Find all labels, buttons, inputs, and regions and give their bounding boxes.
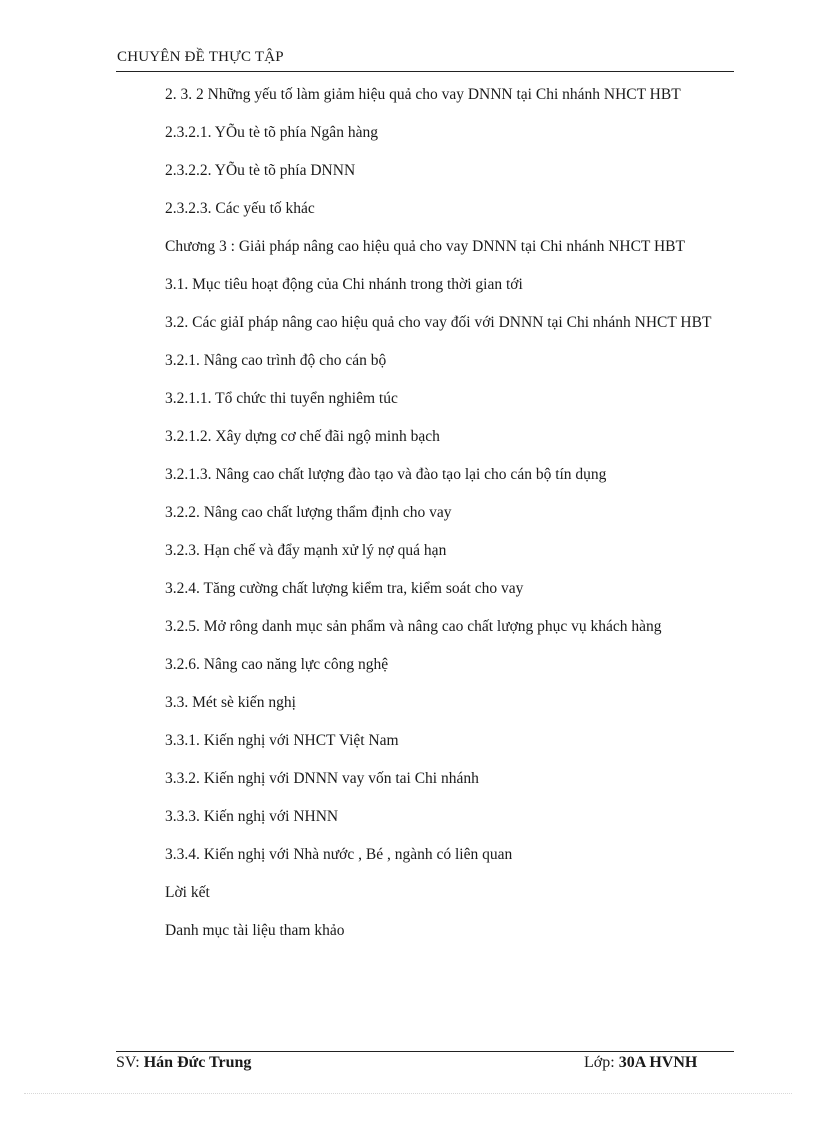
toc-entry-2-3-2-2: 2.3.2.2. YÕu tè tõ phía DNNN bbox=[165, 162, 356, 179]
page-header-title: CHUYÊN ĐỀ THỰC TẬP bbox=[117, 49, 284, 65]
toc-entry-3-2-1-3: 3.2.1.3. Nâng cao chất lượng đào tạo và đào tạo lại cho cán bộ tín dụng bbox=[165, 466, 607, 483]
footer-class bbox=[584, 1054, 697, 1072]
toc-entry-chapter-3: Chương 3 : Giải pháp nâng cao hiệu quả cho vay DNNN tại Chi nhánh NHCT HBT bbox=[165, 238, 685, 255]
footer-divider bbox=[116, 1051, 734, 1052]
toc-entry-3-2-3: 3.2.3. Hạn chế và đẩy mạnh xử lý nợ quá hạn bbox=[165, 542, 447, 559]
toc-entry-3-3: 3.3. Mét sè kiến nghị bbox=[165, 694, 296, 711]
toc-entry-3-2-1-2: 3.2.1.2. Xây dựng cơ chế đãi ngộ minh bạch bbox=[165, 428, 440, 445]
student-name: Hán Đức Trung bbox=[143, 1054, 252, 1071]
footer-student bbox=[116, 1054, 251, 1072]
toc-entry-2-3-2-1: 2.3.2.1. YÕu tè tõ phía Ngân hàng bbox=[165, 124, 378, 141]
toc-entry-2-3-2-3: 2.3.2.3. Các yếu tố khác bbox=[165, 200, 315, 217]
toc-entry-3-3-4: 3.3.4. Kiến nghị với Nhà nước , Bé , ngành có liên quan bbox=[165, 846, 513, 863]
toc-entry-3-2: 3.2. Các giảI pháp nâng cao hiệu quả cho vay đối với DNNN tại Chi nhánh NHCT HBT bbox=[165, 314, 712, 331]
toc-entry-3-3-3: 3.3.3. Kiến nghị với NHNN bbox=[165, 808, 339, 825]
toc-entry-references: Danh mục tài liệu tham khảo bbox=[165, 922, 345, 939]
toc-entry-2-3-2: 2. 3. 2 Những yếu tố làm giảm hiệu quả cho vay DNNN tại Chi nhánh NHCT HBT bbox=[165, 86, 681, 103]
toc-entry-3-1: 3.1. Mục tiêu hoạt động của Chi nhánh trong thời gian tới bbox=[165, 276, 523, 293]
class-name: 30A HVNH bbox=[618, 1054, 698, 1071]
toc-entry-3-2-2: 3.2.2. Nâng cao chất lượng thẩm định cho vay bbox=[165, 504, 452, 521]
toc-entry-3-2-1: 3.2.1. Nâng cao trình độ cho cán bộ bbox=[165, 352, 387, 369]
toc-entry-conclusion: Lời kết bbox=[165, 884, 210, 901]
toc-entry-3-3-1: 3.3.1. Kiến nghị với NHCT Việt Nam bbox=[165, 732, 399, 749]
toc-entry-3-2-1-1: 3.2.1.1. Tổ chức thi tuyển nghiêm túc bbox=[165, 390, 398, 407]
toc-entry-3-2-5: 3.2.5. Mở rông danh mục sản phẩm và nâng cao chất lượng phục vụ khách hàng bbox=[165, 618, 662, 635]
page-bottom-edge bbox=[24, 1093, 792, 1094]
header-divider bbox=[116, 71, 734, 72]
student-label: SV: bbox=[116, 1054, 140, 1071]
class-label: Lớp: bbox=[584, 1054, 615, 1071]
toc-entry-3-3-2: 3.3.2. Kiến nghị với DNNN vay vốn tai Chi nhánh bbox=[165, 770, 479, 787]
toc-entry-3-2-4: 3.2.4. Tăng cường chất lượng kiểm tra, kiểm soát cho vay bbox=[165, 580, 524, 597]
table-of-contents bbox=[116, 80, 735, 954]
toc-entry-3-2-6: 3.2.6. Nâng cao năng lực công nghệ bbox=[165, 656, 389, 673]
